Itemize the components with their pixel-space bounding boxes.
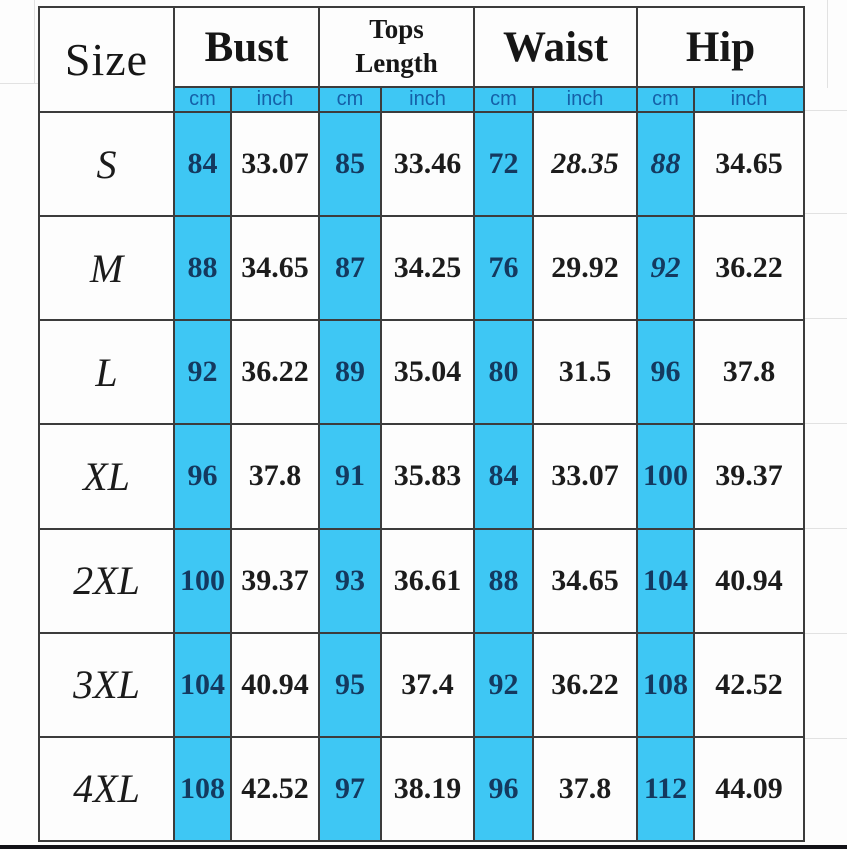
tops-inch-value: 36.61 bbox=[381, 529, 474, 633]
gridline-fragment bbox=[34, 0, 35, 84]
hip-cm-value: 92 bbox=[637, 216, 694, 320]
size-label: M bbox=[39, 216, 174, 320]
hip-inch-value: 44.09 bbox=[694, 737, 804, 841]
gridline-fragment bbox=[803, 633, 847, 634]
gridline-fragment bbox=[0, 83, 38, 84]
tops-cm-value: 93 bbox=[319, 529, 381, 633]
tops-cm-value: 91 bbox=[319, 424, 381, 528]
waist-inch-value: 37.8 bbox=[533, 737, 637, 841]
unit-waist-cm: cm bbox=[474, 87, 533, 112]
waist-inch-value: 36.22 bbox=[533, 633, 637, 737]
header-size: Size bbox=[39, 7, 174, 112]
table-row-2xl bbox=[39, 529, 804, 633]
header-tops-line1: Tops bbox=[369, 14, 424, 45]
tops-inch-value: 34.25 bbox=[381, 216, 474, 320]
table-row-xl bbox=[39, 424, 804, 528]
header-tops-line2: Length bbox=[355, 48, 438, 79]
size-label: XL bbox=[39, 424, 174, 528]
hip-inch-value: 39.37 bbox=[694, 424, 804, 528]
bottom-black-bar bbox=[0, 845, 847, 849]
header-bust: Bust bbox=[174, 7, 319, 87]
tops-inch-value: 37.4 bbox=[381, 633, 474, 737]
gridline-fragment bbox=[803, 738, 847, 739]
table-row-l bbox=[39, 320, 804, 424]
waist-cm-value: 76 bbox=[474, 216, 533, 320]
waist-inch-value: 29.92 bbox=[533, 216, 637, 320]
tops-cm-value: 87 bbox=[319, 216, 381, 320]
unit-hip-inch: inch bbox=[694, 87, 804, 112]
hip-inch-value: 40.94 bbox=[694, 529, 804, 633]
waist-inch-value: 28.35 bbox=[533, 112, 637, 216]
unit-tops-inch: inch bbox=[381, 87, 474, 112]
unit-bust-cm: cm bbox=[174, 87, 231, 112]
size-label: 3XL bbox=[39, 633, 174, 737]
waist-inch-value: 31.5 bbox=[533, 320, 637, 424]
gridline-fragment bbox=[803, 423, 847, 424]
table-row-m bbox=[39, 216, 804, 320]
size-chart-table bbox=[38, 6, 805, 842]
waist-cm-value: 96 bbox=[474, 737, 533, 841]
bust-cm-value: 104 bbox=[174, 633, 231, 737]
size-label: L bbox=[39, 320, 174, 424]
tops-inch-value: 38.19 bbox=[381, 737, 474, 841]
hip-cm-value: 112 bbox=[637, 737, 694, 841]
bust-inch-value: 34.65 bbox=[231, 216, 319, 320]
gridline-fragment bbox=[803, 318, 847, 319]
tops-inch-value: 35.83 bbox=[381, 424, 474, 528]
bust-cm-value: 92 bbox=[174, 320, 231, 424]
waist-cm-value: 92 bbox=[474, 633, 533, 737]
gridline-fragment bbox=[827, 0, 828, 88]
waist-cm-value: 72 bbox=[474, 112, 533, 216]
hip-cm-value: 108 bbox=[637, 633, 694, 737]
size-label: 2XL bbox=[39, 529, 174, 633]
bust-cm-value: 100 bbox=[174, 529, 231, 633]
bust-inch-value: 37.8 bbox=[231, 424, 319, 528]
hip-inch-value: 34.65 bbox=[694, 112, 804, 216]
table-row-s bbox=[39, 112, 804, 216]
gridline-fragment bbox=[803, 110, 847, 111]
table-row-3xl bbox=[39, 633, 804, 737]
header-waist: Waist bbox=[474, 7, 637, 87]
bust-cm-value: 108 bbox=[174, 737, 231, 841]
tops-cm-value: 97 bbox=[319, 737, 381, 841]
hip-cm-value: 88 bbox=[637, 112, 694, 216]
unit-tops-cm: cm bbox=[319, 87, 381, 112]
unit-hip-cm: cm bbox=[637, 87, 694, 112]
size-label: 4XL bbox=[39, 737, 174, 841]
header-tops-length bbox=[319, 7, 474, 87]
header-hip: Hip bbox=[637, 7, 804, 87]
bust-inch-value: 36.22 bbox=[231, 320, 319, 424]
gridline-fragment bbox=[803, 213, 847, 214]
hip-cm-value: 96 bbox=[637, 320, 694, 424]
hip-inch-value: 36.22 bbox=[694, 216, 804, 320]
waist-cm-value: 84 bbox=[474, 424, 533, 528]
waist-inch-value: 34.65 bbox=[533, 529, 637, 633]
tops-cm-value: 89 bbox=[319, 320, 381, 424]
gridline-fragment bbox=[803, 528, 847, 529]
tops-inch-value: 33.46 bbox=[381, 112, 474, 216]
bust-inch-value: 42.52 bbox=[231, 737, 319, 841]
bust-cm-value: 88 bbox=[174, 216, 231, 320]
unit-waist-inch: inch bbox=[533, 87, 637, 112]
table-row-4xl bbox=[39, 737, 804, 841]
bust-inch-value: 39.37 bbox=[231, 529, 319, 633]
header-row bbox=[39, 7, 804, 87]
hip-cm-value: 100 bbox=[637, 424, 694, 528]
waist-cm-value: 88 bbox=[474, 529, 533, 633]
bust-cm-value: 84 bbox=[174, 112, 231, 216]
bust-inch-value: 40.94 bbox=[231, 633, 319, 737]
tops-cm-value: 95 bbox=[319, 633, 381, 737]
hip-cm-value: 104 bbox=[637, 529, 694, 633]
size-label: S bbox=[39, 112, 174, 216]
tops-cm-value: 85 bbox=[319, 112, 381, 216]
hip-inch-value: 42.52 bbox=[694, 633, 804, 737]
waist-inch-value: 33.07 bbox=[533, 424, 637, 528]
hip-inch-value: 37.8 bbox=[694, 320, 804, 424]
bust-cm-value: 96 bbox=[174, 424, 231, 528]
waist-cm-value: 80 bbox=[474, 320, 533, 424]
tops-inch-value: 35.04 bbox=[381, 320, 474, 424]
bust-inch-value: 33.07 bbox=[231, 112, 319, 216]
unit-bust-inch: inch bbox=[231, 87, 319, 112]
